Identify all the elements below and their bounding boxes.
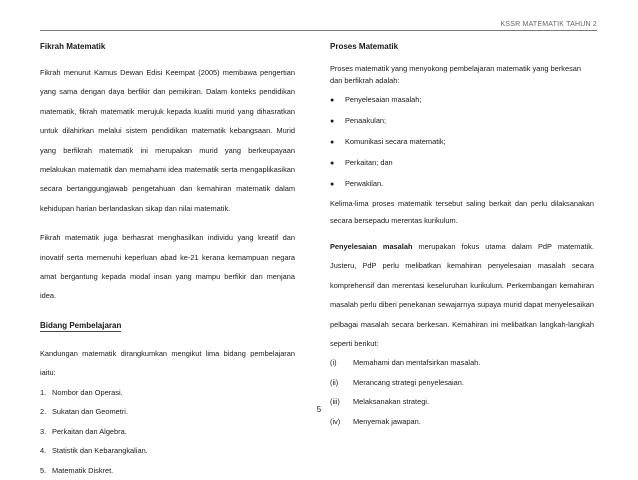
fikrah-paragraph-2: Fikrah matematik juga berhasrat menghasilkan individu yang kreatif dan inovatif serta memenuhi keperluan abad ke-21 kerana kemampuan negara amat bergantung kepada modal insan yang mampu berfikir dan menjana idea. [40,233,295,301]
list-item: 1. Nombor dan Operasi. [40,387,123,397]
penyelesaian-paragraph [330,237,594,353]
proses-heading: Proses Matematik [330,42,399,51]
list-item: ● Perwakilan. [330,174,594,195]
list-item: (ii) Merancang strategi penyelesaian. [330,377,464,387]
list-item: 4. Statistik dan Kebarangkalian. [40,446,148,456]
header-rule [40,30,597,31]
list-item: ● Penaakulan; [330,111,594,132]
list-item: ● Perkaitan; dan [330,153,594,174]
penyelesaian-lead: Penyelesaian masalah [330,242,413,251]
bullet-icon: ● [330,181,335,188]
bullet-icon: ● [330,118,335,125]
bidang-paragraph: Kandungan matematik dirangkumkan mengikut lima bidang pembelajaran iaitu: [40,348,295,378]
proses-paragraph-2: Kelima-lima proses matematik tersebut saling berkait dan perlu dilaksanakan secara bersepadu merentas kurikulum. [330,199,594,225]
list-item: (iii) Melaksanakan strategi. [330,397,429,407]
steps-list [330,353,594,431]
fikrah-paragraph-1: Fikrah menurut Kamus Dewan Edisi Keempat (2005) membawa pengertian yang sama dengan daya berfikir dan pemikiran. Dalam konteks pendidikan matematik, fikrah matematik merujuk kepada kualiti murid yang dihasratkan untuk dilahirkan melalui sistem pendidikan matematik kebangsaan. Murid yang berfikrah matematik ini merupakan murid yang berkeupayaan melakukan matematik dan memahami idea matematik serta mengaplikasikan secara bertanggungjawab pengetahuan dan kemahiran matematik dalam kehidupan harian berlandaskan sikap dan nilai matematik. [40,68,295,213]
bullet-icon: ● [330,160,335,167]
proses-paragraph-1: Proses matematik yang menyokong pembelajaran matematik yang berkesan dan berfikrah adalah: [330,64,582,85]
list-item: 2. Sukatan dan Geometri. [40,407,129,417]
bidang-heading-text: Bidang Pembelajaran [40,320,122,330]
proses-list [330,90,594,195]
left-column [40,42,295,480]
bidang-heading [40,321,295,332]
list-item: 3. Perkaitan dan Algebra. [40,426,127,436]
list-item: 5. Matematik Diskret. [40,465,114,475]
running-header: KSSR MATEMATIK TAHUN 2 [500,21,597,28]
penyelesaian-body: merupakan fokus utama dalam PdP matematik. Justeru, PdP perlu melibatkan kemahiran penyelesaian masalah secara komprehensif dan merentasi keseluruhan kurikulum. Perkembangan kemahiran masalah perlu diberi penekanan sewajarnya supaya murid dapat menyelesaikan pelbagai masalah secara berkesan. Kemahiran ini melibatkan langkah-langkah seperti berikut: [330,242,594,349]
bidang-list [40,383,295,480]
list-item: ● Penyelesaian masalah; [330,90,594,111]
list-item: (iv) Menyemak jawapan. [330,416,421,426]
bullet-icon: ● [330,97,335,104]
page-number: 5 [316,405,322,414]
list-item: ● Komunikasi secara matematik; [330,132,594,153]
right-column [330,42,594,431]
bullet-icon: ● [330,139,335,146]
list-item: (i) Memahami dan mentafsirkan masalah. [330,358,481,368]
fikrah-heading: Fikrah Matematik [40,42,106,51]
